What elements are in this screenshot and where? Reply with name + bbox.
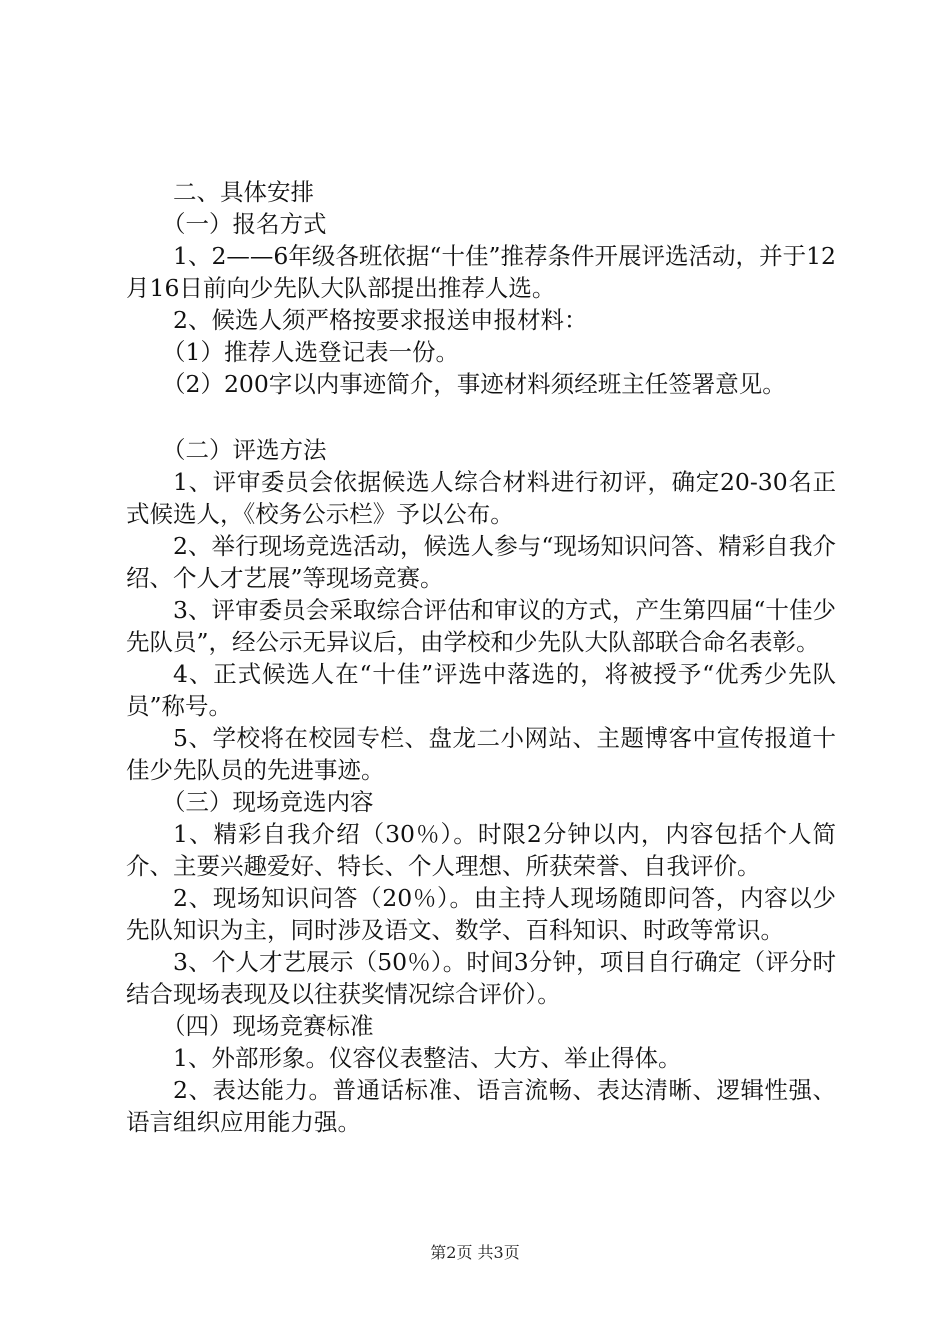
paragraph: 1、外部形象。仪容仪表整洁、大方、举止得体。 xyxy=(173,1044,682,1072)
paragraph: 1、2——6年级各班依据“十佳”推荐条件开展评选活动，并于12月16日前向少先队大队部提出推荐人选。 xyxy=(126,242,836,302)
document-body xyxy=(126,176,836,1138)
page-number-label: 第2页 共3页 xyxy=(430,1243,520,1262)
subsection-heading: （二）评选方法 xyxy=(162,436,327,464)
paragraph: 5、学校将在校园专栏、盘龙二小网站、主题博客中宣传报道十佳少先队员的先进事迹。 xyxy=(126,724,836,784)
subsection-heading: （四）现场竞赛标准 xyxy=(162,1012,374,1040)
paragraph: 1、精彩自我介绍（30％）。时限2分钟以内，内容包括个人简介、主要兴趣爱好、特长、个人理想、所获荣誉、自我评价。 xyxy=(126,820,836,880)
list-item: （2）200字以内事迹简介，事迹材料须经班主任签署意见。 xyxy=(162,370,786,398)
blank-line xyxy=(126,400,836,434)
subsection-heading: （一）报名方式 xyxy=(162,210,327,238)
section-heading: 二、具体安排 xyxy=(173,178,314,206)
paragraph: 4、正式候选人在“十佳”评选中落选的，将被授予“优秀少先队员”称号。 xyxy=(126,660,836,720)
paragraph: 2、候选人须严格按要求报送申报材料： xyxy=(173,306,588,334)
paragraph: 2、现场知识问答（20％）。由主持人现场随即问答，内容以少先队知识为主，同时涉及语文、数学、百科知识、时政等常识。 xyxy=(126,884,836,944)
paragraph: 1、评审委员会依据候选人综合材料进行初评，确定20-30名正式候选人，《校务公示栏》予以公布。 xyxy=(126,468,836,528)
subsection-heading: （三）现场竞选内容 xyxy=(162,788,374,816)
paragraph: 2、表达能力。普通话标准、语言流畅、表达清晰、逻辑性强、语言组织应用能力强。 xyxy=(126,1076,836,1136)
paragraph: 2、举行现场竞选活动，候选人参与“现场知识问答、精彩自我介绍、个人才艺展”等现场竞赛。 xyxy=(126,532,836,592)
list-item: （1）推荐人选登记表一份。 xyxy=(162,338,459,366)
paragraph: 3、评审委员会采取综合评估和审议的方式，产生第四届“十佳少先队员”，经公示无异议后，由学校和少先队大队部联合命名表彰。 xyxy=(126,596,836,656)
page-footer xyxy=(0,1243,950,1263)
paragraph: 3、个人才艺展示（50％）。时间3分钟，项目自行确定（评分时结合现场表现及以往获奖情况综合评价）。 xyxy=(126,948,836,1008)
